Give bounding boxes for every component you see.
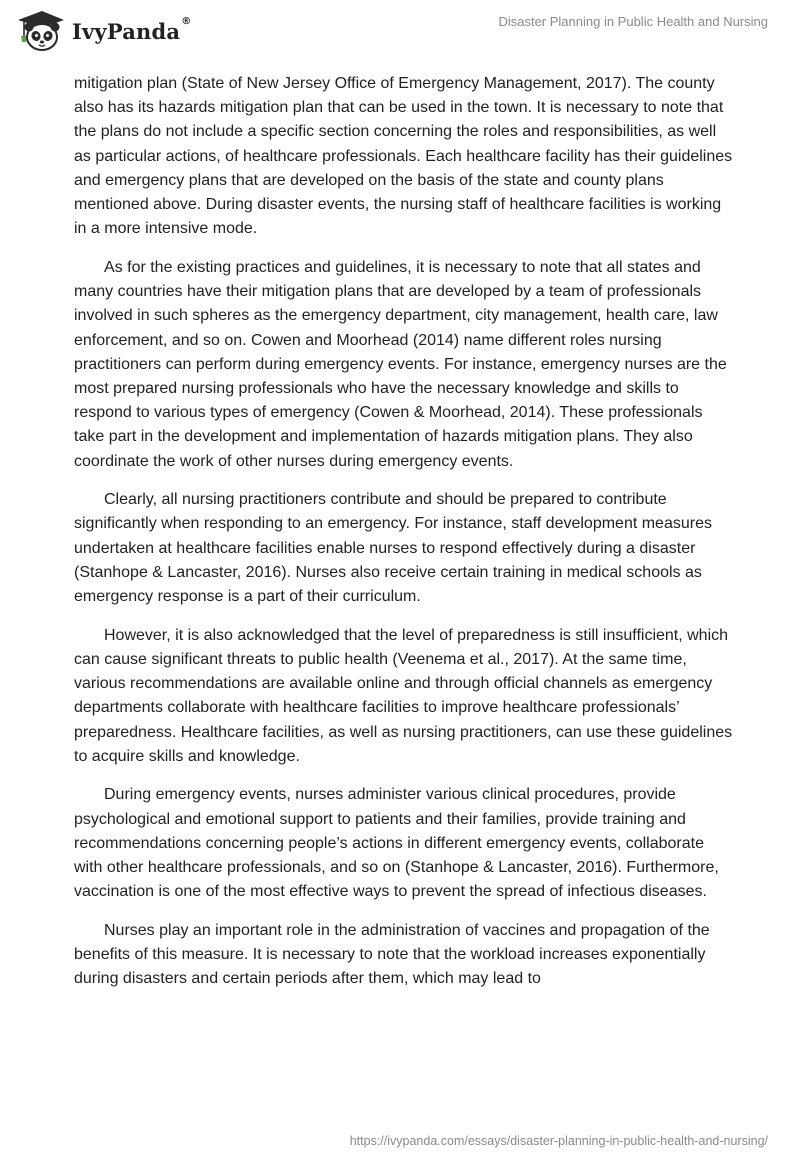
logo-text: IvyPanda® [72, 15, 192, 44]
paragraph: Clearly, all nursing practitioners contribute and should be prepared to contribute significantly when responding to an emergency. For instance, staff development measures undertaken at healthcare facilities enable nurses to respond effectively during a disaster (Stanhope & Lancaster, 2016). Nurses also receive certain training in medical schools as emergency response is a part of their curriculum. [74, 491, 712, 606]
logo[interactable] [14, 9, 191, 53]
paragraph: As for the existing practices and guidelines, it is necessary to note that all states and many countries have their mitigation plans that are developed by a team of professionals involved in such spheres as the emergency department, city management, health care, law enforcement, and so on. Cowen and Moorhead (2014) name different roles nursing practitioners can perform during emergency events. For instance, emergency nurses are the most prepared nursing professionals who have the necessary knowledge and skills to respond to various types of emergency (Cowen & Moorhead, 2014). These professionals take part in the development and implementation of hazards mitigation plans. They also coordinate the work of other nurses during emergency events. [74, 258, 727, 470]
registered-mark: ® [181, 15, 192, 27]
paragraph: During emergency events, nurses administer various clinical procedures, provide psychological and emotional support to patients and their families, provide training and recommendations concerning people’s actions in different emergency events, collaborate with other healthcare professionals, and so on (Stanhope & Lancaster, 2016). Furthermore, vaccination is one of the most effective ways to prevent the spread of infectious diseases. [74, 786, 719, 901]
document-title: Disaster Planning in Public Health and Nursing [498, 14, 768, 29]
paragraph: However, it is also acknowledged that the level of preparedness is still insufficient, which can cause significant threats to public health (Veenema et al., 2017). At the same time, various recommendations are available online and through official channels as emergency departments collaborate with healthcare facilities to improve healthcare professionals’ preparedness. Healthcare facilities, as well as nursing practitioners, can use these guidelines to acquire skills and knowledge. [74, 626, 733, 765]
paragraph: mitigation plan (State of New Jersey Office of Emergency Management, 2017). The county also has its hazards mitigation plan that can be used in the town. It is necessary to note that the plans do not include a specific section concerning the roles and responsibilities, as well as particular actions, of healthcare professionals. Each healthcare facility has their guidelines and emergency plans that are developed on the basis of the state and county plans mentioned above. During disaster events, the nursing staff of healthcare facilities is working in a more intensive mode. [74, 75, 733, 238]
source-url[interactable]: https://ivypanda.com/essays/disaster-planning-in-public-health-and-nursing/ [349, 1134, 768, 1148]
panda-graduate-icon [14, 8, 66, 54]
page-header [0, 0, 800, 60]
essay-body [74, 72, 736, 1006]
paragraph: Nurses play an important role in the administration of vaccines and propagation of the benefits of this measure. It is necessary to note that the workload increases exponentially during disasters and certain periods after them, which may lead to [74, 922, 710, 988]
